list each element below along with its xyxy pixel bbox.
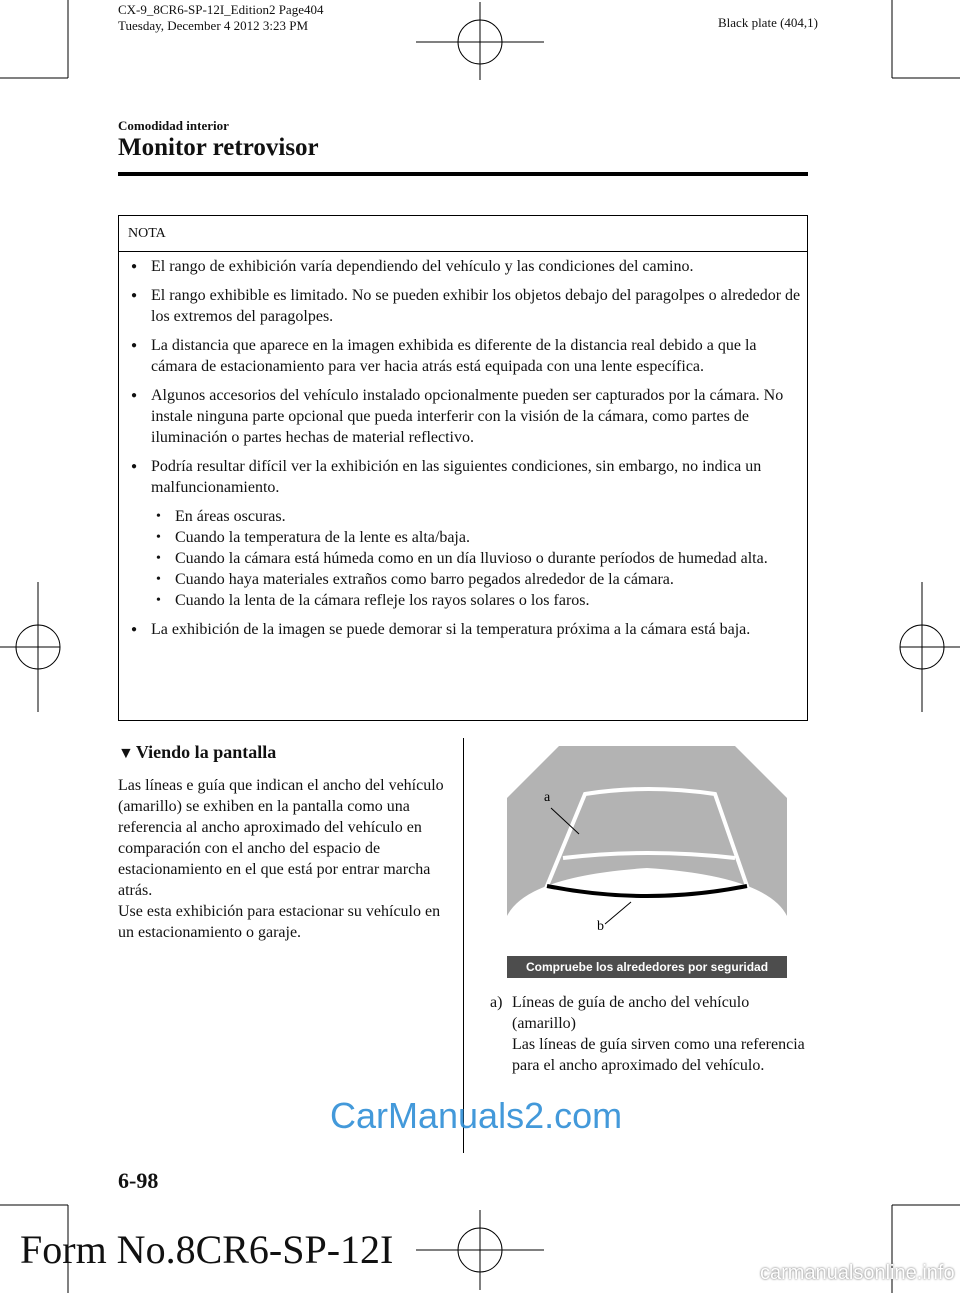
caption-text: Las líneas de guía sirven como una referencia para el ancho aproximado del vehículo.	[512, 1036, 805, 1074]
note-item-with-conditions	[127, 456, 803, 611]
note-item: ● Algunos accesorios del vehículo instalado opcionalmente pueden ser capturados por la cámara. No instale ninguna parte opcional que pueda interferir con la visión de la cámara, como partes de iluminación o partes hechas de material reflectivo.	[127, 385, 803, 448]
note-item: ● El rango de exhibición varía dependiendo del vehículo y las condiciones del camino.	[127, 256, 803, 277]
triangle-down-icon: ▼	[118, 745, 134, 762]
note-item: ● El rango exhibible es limitado. No se pueden exhibir los objetos debajo del paragolpes o alrededor de los extremos del paragolpes.	[127, 285, 803, 327]
conditions-list	[150, 506, 803, 611]
condition-item: • Cuando la lenta de la cámara refleje los rayos solares o los faros.	[150, 590, 803, 611]
column-divider	[463, 738, 464, 1153]
print-header	[118, 2, 323, 34]
section-body	[118, 775, 448, 943]
condition-item: • Cuando haya materiales extraños como barro pegados alrededor de la cámara.	[150, 569, 803, 590]
section-heading-text: Viendo la pantalla	[135, 742, 277, 762]
form-number: Form No.8CR6-SP-12I	[20, 1227, 394, 1272]
note-item: ● La exhibición de la imagen se puede demorar si la temperatura próxima a la cámara está baja.	[127, 619, 803, 640]
site-watermark: carmanualsonline.info	[760, 1262, 955, 1284]
page-number: 6-98	[118, 1168, 159, 1193]
title-rule	[118, 172, 808, 176]
condition-item: • Cuando la temperatura de la lente es alta/baja.	[150, 527, 803, 548]
note-heading: NOTA	[128, 226, 166, 241]
condition-item: • En áreas oscuras.	[150, 506, 803, 527]
note-heading-row	[119, 216, 807, 252]
label-b: b	[597, 919, 604, 934]
page-title: Monitor retrovisor	[118, 134, 319, 161]
section-paragraph: Las líneas e guía que indican el ancho del vehículo (amarillo) se exhiben en la pantalla como una referencia al ancho aproximado del vehículo en comparación con el ancho del espacio de estacionamiento en el que está por entrar marcha atrás.	[118, 777, 444, 899]
caption-letter: a)	[490, 994, 503, 1011]
screen-banner-text: Compruebe los alrededores por seguridad	[525, 960, 769, 974]
carmanuals-watermark: CarManuals2.com	[330, 1095, 623, 1136]
print-header-line2: Tuesday, December 4 2012 3:23 PM	[118, 18, 309, 33]
plate-label: Black plate (404,1)	[718, 15, 818, 30]
section-heading	[118, 742, 276, 763]
figure-caption	[490, 992, 810, 1076]
label-a: a	[544, 790, 551, 805]
condition-item: • Cuando la cámara está húmeda como en un día lluvioso o durante períodos de humedad alta.	[150, 548, 803, 569]
print-header-line1: CX-9_8CR6-SP-12I_Edition2 Page404	[118, 2, 324, 17]
note-list	[127, 256, 803, 648]
note-item-text: Podría resultar difícil ver la exhibición en las siguientes condiciones, sin embargo, no indica un malfuncionamiento.	[151, 458, 762, 496]
note-item: ● La distancia que aparece en la imagen exhibida es diferente de la distancia real debido a que la cámara de estacionamiento para ver hacia atrás está equipada con una lente específica.	[127, 335, 803, 377]
section-label: Comodidad interior	[118, 118, 229, 133]
section-paragraph: Use esta exhibición para estacionar su vehículo en un estacionamiento o garaje.	[118, 903, 441, 941]
note-box	[118, 215, 808, 721]
caption-title: Líneas de guía de ancho del vehículo (amarillo)	[512, 994, 750, 1032]
rear-view-screen-figure	[507, 746, 787, 978]
